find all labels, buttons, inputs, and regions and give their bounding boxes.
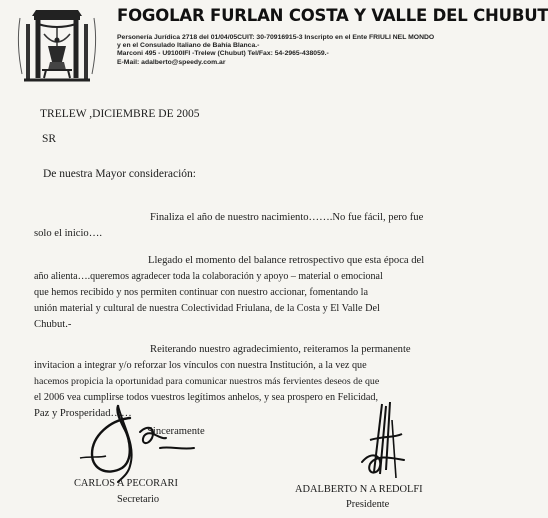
- secretary-name: CARLOS A PECORARI: [74, 478, 178, 489]
- place-date: TRELEW ,DICIEMBRE DE 2005: [40, 108, 200, 120]
- salutation: De nuestra Mayor consideración:: [43, 168, 196, 180]
- paragraph-2-line-2: año alienta….queremos agradecer toda la colaboración y apoyo – material o emocional: [34, 271, 383, 282]
- recipient: SR: [42, 133, 57, 145]
- president-name: ADALBERTO N A REDOLFI: [295, 484, 423, 495]
- paragraph-2-line-5: Chubut.-: [34, 319, 72, 330]
- secretary-role: Secretario: [117, 494, 160, 505]
- paragraph-3-line-3: hacemos propicia la oportunidad para comunicar nuestros más fervientes deseos de que: [34, 376, 380, 387]
- paragraph-2-line-1: Llegado el momento del balance retrospectivo que esta época del: [148, 255, 425, 266]
- paragraph-3-line-4: el 2006 vea cumplirse todos vuestros legítimos anhelos, y sea prospero en Felicidad,: [34, 392, 379, 403]
- organization-name: FOGOLAR FURLAN COSTA Y VALLE DEL CHUBUT: [117, 6, 548, 25]
- paragraph-1-line-1: Finaliza el año de nuestro nacimiento…….No fue fácil, pero fue: [150, 212, 424, 223]
- paragraph-3-line-1: Reiterando nuestro agradecimiento, reiteramos la permanente: [150, 344, 411, 355]
- paragraph-3-line-5: Paz y Prosperidad……: [34, 408, 132, 419]
- paragraph-2-line-3: que hemos recibido y nos permiten continuar con nuestro accionar, fomentando la: [34, 287, 368, 298]
- paragraph-2-line-4: unión material y cultural de nuestra Colectividad Friulana, de la Costa y El Valle Del: [34, 303, 380, 314]
- postal-address: Marconi 495 - U9100IFI -Trelew (Chubut) Tel/Fax: 54-2965-438059.-: [117, 50, 329, 57]
- fogolar-hearth-logo: [8, 4, 106, 88]
- closing: Sinceramente: [147, 426, 205, 437]
- legal-registration: Personería Jurídica 2718 del 01/04/05CUIT: 30-70916915-3 Inscripto en el Ente FRIULI NEL MONDO: [117, 34, 435, 41]
- president-role: Presidente: [346, 499, 390, 510]
- paragraph-3-line-2: invitacion a integrar y/o reforzar los vínculos con nuestra Institución, a la vez que: [34, 360, 367, 371]
- email-address: E-Mail: adalberto@speedy.com.ar: [117, 59, 226, 66]
- president-signature: [352, 400, 412, 490]
- consulate-registration: y en el Consulado Italiano de Bahía Blanca.-: [117, 42, 260, 49]
- secretary-signature: [70, 398, 200, 488]
- paragraph-1-line-2: solo el inicio….: [34, 228, 102, 239]
